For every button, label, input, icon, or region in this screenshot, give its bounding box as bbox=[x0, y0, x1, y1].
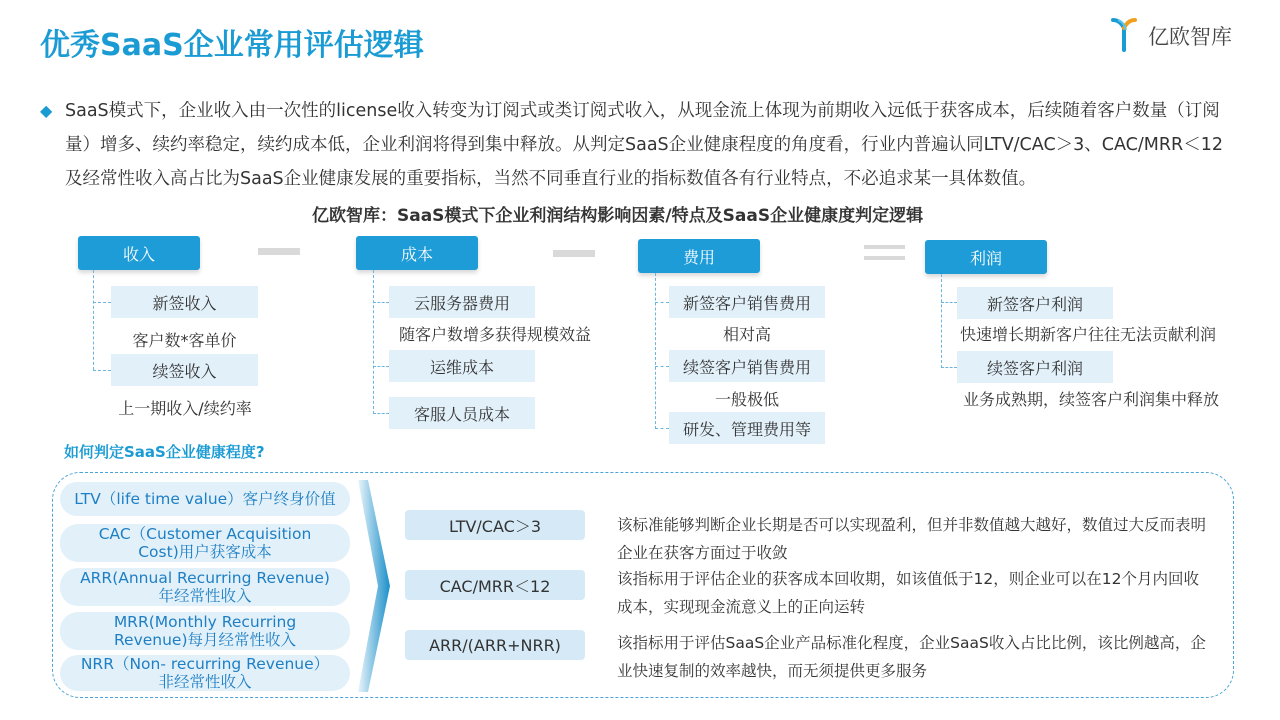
profit-note-renew: 业务成熟期，续签客户利润集中释放 bbox=[963, 390, 1220, 409]
connector-line bbox=[93, 302, 111, 303]
metric-desc-arr-ratio: 该指标用于评估SaaS企业产品标准化程度，企业SaaS收入占比比例，该比例越高，企业快速复制的效率越快，而无须提供更多服务 bbox=[617, 634, 1206, 680]
category-expense: 费用 bbox=[638, 239, 760, 273]
separator bbox=[864, 245, 905, 249]
category-profit: 利润 bbox=[925, 240, 1047, 274]
expense-note-new: 相对高 bbox=[722, 325, 771, 344]
definition-nrr bbox=[60, 655, 350, 691]
intro-text: SaaS模式下，企业收入由一次性的license收入转变为订阅式或类订阅式收入，从现金流上体现为前期收入远低于获客成本，后续随着客户数量（订阅量）增多、续约率稳定，续约成本低，企业利润将得到集中释放。从判定SaaS企业健康程度的角度看，行业内普遍认同LTV/CAC＞3、CAC/MRR＜12及经常性收入高占比为SaaS企业健康发展的重要指标，当然不同垂直行业的指标数值各有行业特点，不必追求某一具体数值。 bbox=[65, 101, 1223, 189]
connector-line bbox=[373, 302, 389, 303]
connector-line bbox=[655, 428, 669, 429]
connector-line bbox=[93, 270, 94, 370]
cost-note: 随客户数增多获得规模效益 bbox=[398, 325, 591, 344]
expense-note-renew: 一般极低 bbox=[714, 390, 779, 409]
profit-note-new: 快速增长期新客户往往无法贡献利润 bbox=[960, 325, 1217, 344]
definition-text: Cost)用户获客成本 bbox=[138, 543, 272, 561]
connector-line bbox=[941, 274, 942, 368]
expense-item-renew: 续签客户销售费用 bbox=[669, 350, 825, 382]
definition-arr bbox=[60, 568, 350, 606]
connector-line bbox=[655, 302, 669, 303]
metric-cac-mrr: CAC/MRR＜12 bbox=[405, 570, 585, 600]
category-income: 收入 bbox=[78, 236, 200, 270]
connector-line bbox=[941, 302, 957, 303]
logo-text: 亿欧智库 bbox=[1148, 25, 1232, 49]
definition-text: LTV（life time value）客户终身价值 bbox=[74, 490, 336, 508]
connector-line bbox=[373, 270, 374, 414]
metric-desc-ltv-cac: 该标准能够判断企业长期是否可以实现盈利，但并非数值越大越好，数值过大反而表明企业在获客方面过于收敛 bbox=[617, 516, 1207, 562]
separator bbox=[258, 248, 300, 255]
definition-text: 非经常性收入 bbox=[158, 673, 252, 691]
definition-text: NRR（Non- recurring Revenue） bbox=[80, 655, 330, 673]
cost-item-ops: 运维成本 bbox=[389, 350, 535, 382]
expense-item-rnd: 研发、管理费用等 bbox=[669, 412, 825, 444]
connector-line bbox=[373, 413, 389, 414]
diamond-bullet-icon: ◆ bbox=[40, 101, 53, 120]
cost-item-cloud: 云服务器费用 bbox=[389, 286, 535, 318]
connector-line bbox=[655, 273, 656, 429]
definition-text: CAC（Customer Acquisition bbox=[98, 525, 312, 543]
separator bbox=[553, 250, 595, 257]
connector-line bbox=[93, 370, 111, 371]
definition-text: MRR(Monthly Recurring bbox=[113, 613, 297, 631]
profit-item-new: 新签客户利润 bbox=[957, 287, 1113, 319]
connector-line bbox=[941, 367, 957, 368]
category-cost: 成本 bbox=[356, 236, 478, 270]
metric-desc-cac-mrr: 该指标用于评估企业的获客成本回收期，如该值低于12，则企业可以在12个月内回收成本，实现现金流意义上的正向运转 bbox=[617, 570, 1199, 616]
metric-arr-ratio: ARR/(ARR+NRR) bbox=[405, 630, 585, 660]
income-item-new: 新签收入 bbox=[111, 286, 258, 318]
chevron-right-icon bbox=[358, 480, 392, 696]
diagram-subtitle: 亿欧智库：SaaS模式下企业利润结构影响因素/特点及SaaS企业健康度判定逻辑 bbox=[312, 206, 924, 226]
intro-paragraph bbox=[40, 94, 1240, 196]
connector-line bbox=[655, 366, 669, 367]
income-note-new: 客户数*客单价 bbox=[132, 331, 237, 350]
definition-text: Revenue)每月经常性收入 bbox=[113, 631, 297, 649]
profit-item-renew: 续签客户利润 bbox=[957, 351, 1113, 383]
income-note-renew: 上一期收入/续约率 bbox=[118, 399, 252, 418]
page-title: 优秀SaaS企业常用评估逻辑 bbox=[40, 28, 424, 63]
metric-ltv-cac: LTV/CAC＞3 bbox=[405, 510, 585, 540]
definition-cac bbox=[60, 524, 350, 562]
health-question: 如何判定SaaS企业健康程度? bbox=[64, 443, 265, 461]
definition-mrr bbox=[60, 612, 350, 650]
income-item-renew: 续签收入 bbox=[111, 354, 258, 386]
connector-line bbox=[373, 366, 389, 367]
expense-item-new: 新签客户销售费用 bbox=[669, 286, 825, 318]
cost-item-service: 客服人员成本 bbox=[389, 397, 535, 429]
definition-text: 年经常性收入 bbox=[158, 587, 252, 605]
separator bbox=[864, 256, 905, 260]
definition-text: ARR(Annual Recurring Revenue) bbox=[80, 569, 330, 587]
yiou-logo-icon bbox=[1110, 16, 1144, 56]
logo bbox=[1110, 16, 1232, 56]
definition-ltv bbox=[60, 482, 350, 516]
